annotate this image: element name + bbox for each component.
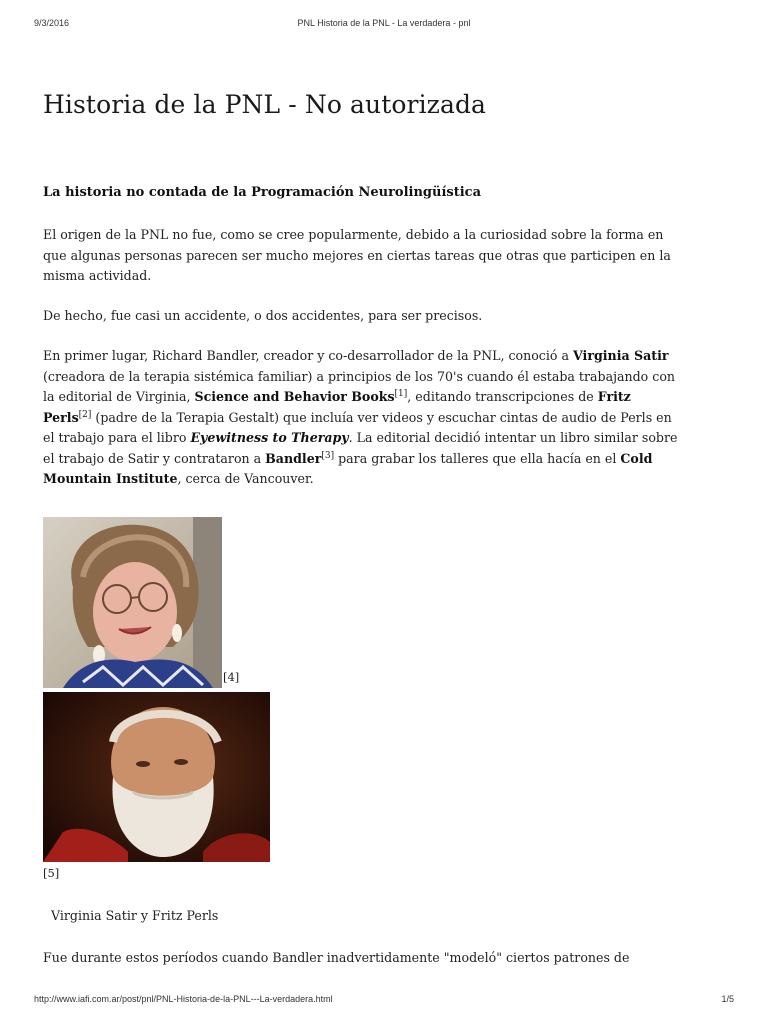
link-bandler[interactable]: Bandler [265,450,322,466]
link-science-behavior-books[interactable]: Science and Behavior Books [194,389,395,404]
link-cold-mountain-institute[interactable]: Cold Mountain Institute [43,450,653,486]
link-fritz-perls[interactable]: Fritz Perls [43,389,631,425]
print-page-title: PNL Historia de la PNL - La verdadera - pnl [297,18,471,28]
print-date: 9/3/2016 [34,18,70,28]
article-subtitle: La historia no contada de la Programación Neurolingüística [43,185,482,200]
paragraph-modeling: Fue durante estos períodos cuando Bandler inadvertidamente "modeló" ciertos patrones de [43,950,630,965]
text-segment: , editando transcripciones de [407,389,598,404]
print-page-number: 1/5 [721,994,734,1004]
text-segment: . La editorial decidió intentar un libro similar sobre el trabajo de Satir y contrataron a [43,430,678,466]
paragraph-bandler [43,346,683,490]
paragraph-origin: El origen de la PNL no fue, como se cree popularmente, debido a la curiosidad sobre la forma en que algunas personas parecen ser mucho mejores en ciertas tareas que otras que participen en la misma actividad. [43,227,671,283]
text-segment: para grabar los talleres que ella hacía en el [334,450,621,466]
print-url[interactable]: http://www.iafi.com.ar/post/pnl/PNL-Historia-de-la-PNL---La-verdadera.html [34,994,333,1004]
photo-caption: Virginia Satir y Fritz Perls [51,908,219,923]
page-title: Historia de la PNL - No autorizada [43,90,487,119]
paragraph-accident: De hecho, fue casi un accidente, o dos accidentes, para ser precisos. [43,308,483,323]
link-virginia-satir[interactable]: Virginia Satir [573,348,669,363]
footnote-ref-1[interactable]: [1] [394,389,408,399]
fritz-perls-photo [43,692,270,862]
footnote-ref-2[interactable]: [2] [78,409,92,420]
book-title: Eyewitness to Therapy [190,430,349,445]
text-segment: , cerca de Vancouver. [177,471,314,486]
text-segment: (creadora de la terapia sistémica familiar) a principios de los 70's cuando él estaba trabajando con la editorial de Virginia, [43,368,676,404]
text-segment: En primer lugar, Richard Bandler, creador y co-desarrollador de la PNL, conoció a [43,348,573,363]
footnote-ref-5[interactable]: [5] [43,866,60,880]
text-segment: (padre de la Terapia Gestalt) que incluía ver videos y escuchar cintas de audio de Perls en el trabajo para el libro [43,409,672,445]
article [43,90,683,965]
footnote-ref-3[interactable]: [3] [321,450,335,461]
footnote-ref-4[interactable]: [4] [223,670,240,684]
virginia-satir-photo [43,517,222,688]
